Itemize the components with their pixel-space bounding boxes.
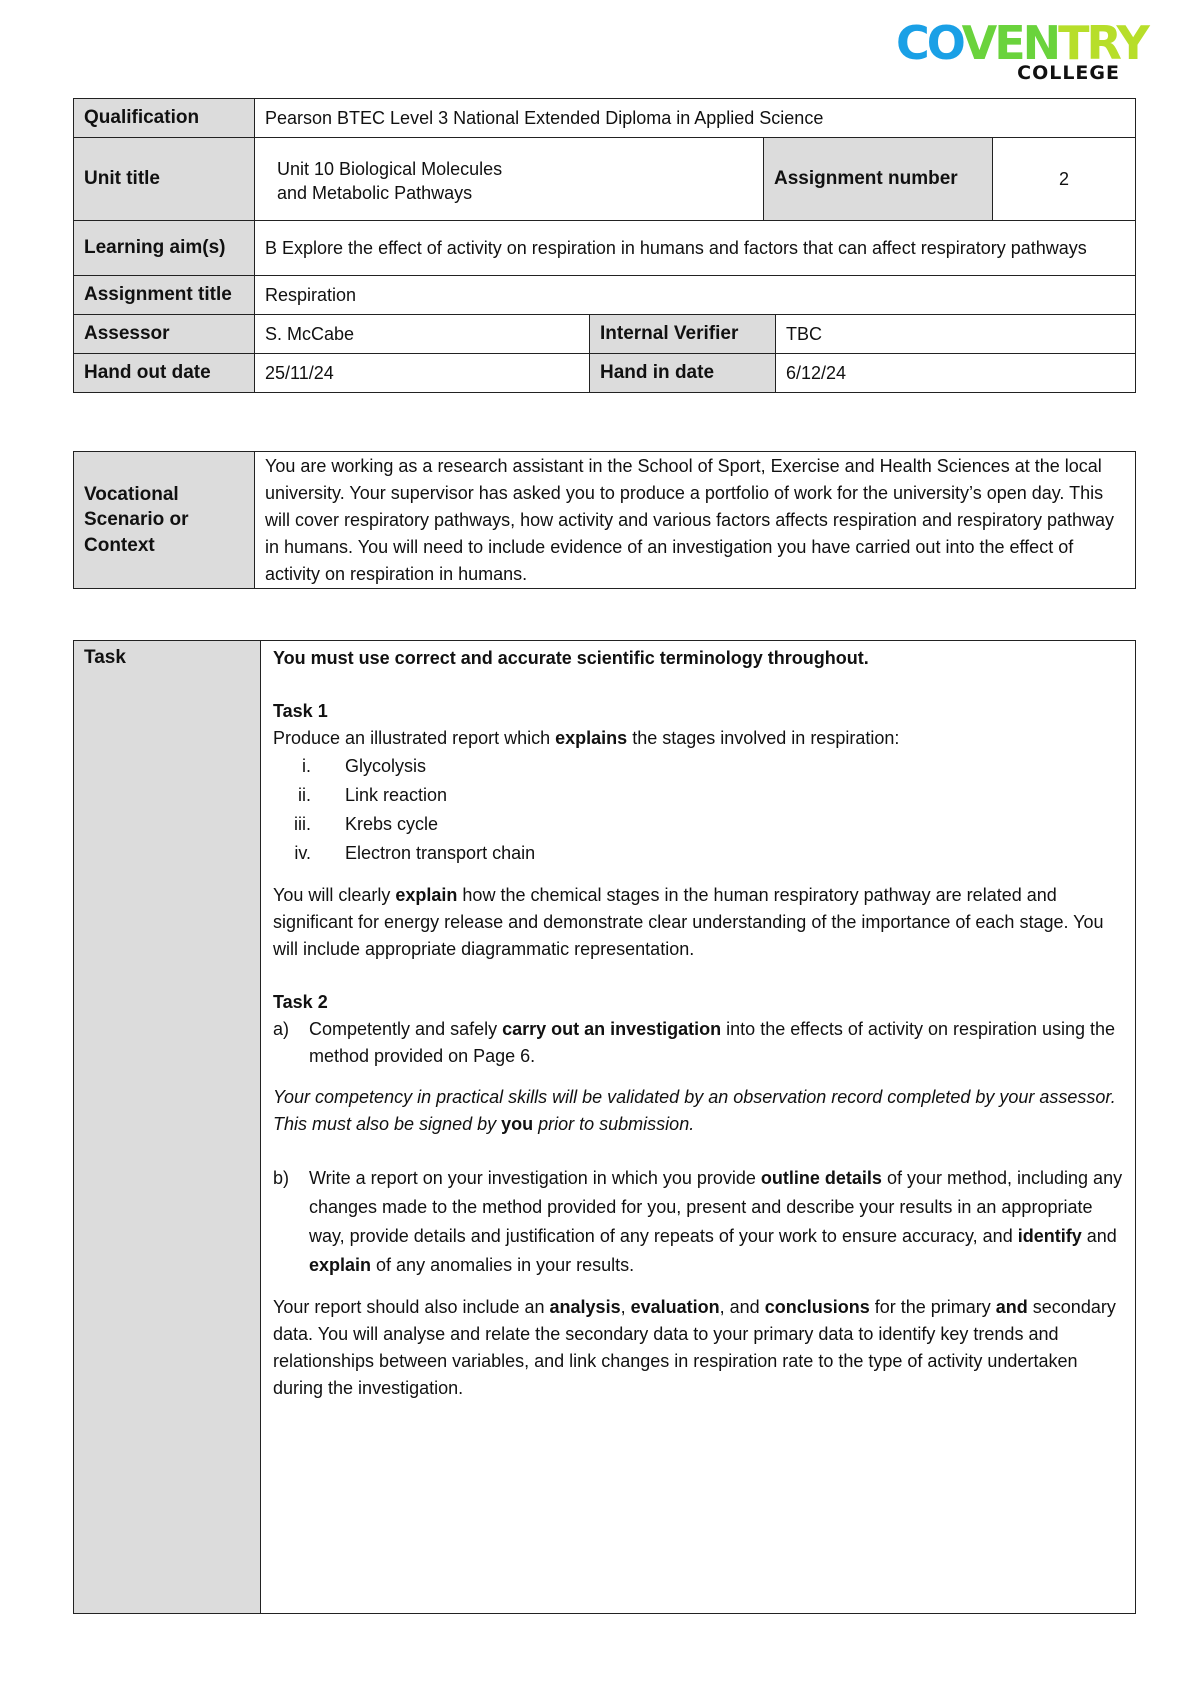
task-2b-analysis: Your report should also include an analysis, evaluation, and conclusions for the primary and secondary data. You will analyse and relate the secondary data to your primary data to identify key trends and relationships between variables, and link changes in respiration rate to the type of activity undertaken during the investigation. xyxy=(273,1297,1116,1398)
scenario-row xyxy=(74,452,1136,589)
learning-aim-value: B Explore the effect of activity on respiration in humans and factors that can affect respiratory pathways xyxy=(255,221,1136,276)
task-2a: a) Competently and safely carry out an investigation into the effects of activity on respiration using the method provided on Page 6. xyxy=(273,1019,1116,1066)
learning-aim-row xyxy=(74,221,1136,276)
learning-aim-label: Learning aim(s) xyxy=(74,221,255,276)
assignment-title-value: Respiration xyxy=(255,276,1136,315)
unit-title-label: Unit title xyxy=(74,138,255,221)
assignment-title-label: Assignment title xyxy=(74,276,255,315)
qualification-row xyxy=(74,99,1136,138)
scenario-label xyxy=(74,452,255,589)
task-1-heading: Task 1 xyxy=(273,701,328,721)
assignment-number-label: Assignment number xyxy=(763,138,993,220)
scenario-label-line-3: Context xyxy=(84,534,155,556)
assessor-row xyxy=(74,315,1136,354)
assessor-label: Assessor xyxy=(74,315,255,354)
task-label: Task xyxy=(74,641,261,1614)
logo-part-1: CO xyxy=(896,16,962,70)
hand-out-date-value: 25/11/24 xyxy=(255,354,590,393)
scenario-text: You are working as a research assistant in the School of Sport, Exercise and Health Sciences at the local university. Your supervisor has asked you to produce a portfolio of work for the university’s open day. This will cover respiratory pathways, how activity and various factors affects respiration and respiratory pathway in humans. You will need to include evidence of an investigation you have carried out into the effect of activity on respiration in humans. xyxy=(255,452,1136,589)
assignment-title-row xyxy=(74,276,1136,315)
unit-title-line-2: and Metabolic Pathways xyxy=(277,183,473,203)
respiration-stages-list xyxy=(273,752,1123,868)
hand-out-date-label: Hand out date xyxy=(74,354,255,393)
qualification-value: Pearson BTEC Level 3 National Extended Diploma in Applied Science xyxy=(255,99,1136,138)
list-item: i. Glycolysis xyxy=(302,756,427,776)
assignment-info-table xyxy=(73,98,1136,393)
assignment-number-value: 2 xyxy=(1058,168,1069,189)
dates-row xyxy=(74,354,1136,393)
scenario-label-line-2: Scenario or xyxy=(84,509,189,531)
internal-verifier-value: TBC xyxy=(776,315,1136,354)
task-intro: You must use correct and accurate scientific terminology throughout. xyxy=(273,648,869,668)
task-row xyxy=(74,641,1136,1614)
logo-part-3: TRY xyxy=(1058,16,1147,70)
internal-verifier-label: Internal Verifier xyxy=(590,315,776,354)
unit-title-line-1: Unit 10 Biological Molecules xyxy=(277,158,503,179)
hand-in-date-label: Hand in date xyxy=(590,354,776,393)
task-content xyxy=(261,641,1136,1614)
logo-subtitle: COLLEGE xyxy=(1017,62,1120,84)
logo-wordmark xyxy=(896,16,1147,70)
college-logo xyxy=(896,16,1147,84)
task-2b: b) Write a report on your investigation in which you provide outline details of your method, including any changes made to the method provided for you, present and describe your results in an appropriate way, provide details and justification of any repeats of your work to ensure accuracy, and identify and explain of any anomalies in your results. xyxy=(273,1168,1123,1275)
unit-row xyxy=(74,138,1136,221)
list-item: iii. Krebs cycle xyxy=(294,814,439,834)
assessor-value: S. McCabe xyxy=(255,315,590,354)
scenario-table xyxy=(73,451,1136,589)
task-2-heading: Task 2 xyxy=(273,992,328,1012)
logo-part-2: VEN xyxy=(961,16,1059,70)
hand-in-date-value: 6/12/24 xyxy=(776,354,1136,393)
task-1-explanation: You will clearly explain how the chemical stages in the human respiratory pathway are related and significant for energy release and demonstrate clear understanding of the importance of each stage. You will include appropriate diagrammatic representation. xyxy=(273,885,1104,959)
list-item: iv. Electron transport chain xyxy=(294,843,536,863)
task-2a-note: Your competency in practical skills will be validated by an observation record completed by your assessor. This must also be signed by you prior to submission. xyxy=(273,1087,1116,1134)
task-1-instruction: Produce an illustrated report which explains the stages involved in respiration: xyxy=(273,728,900,748)
scenario-label-line-1: Vocational xyxy=(84,483,179,505)
qualification-label: Qualification xyxy=(74,99,255,138)
task-table xyxy=(73,640,1136,1614)
unit-title-value xyxy=(255,138,763,220)
list-item: ii. Link reaction xyxy=(298,785,448,805)
